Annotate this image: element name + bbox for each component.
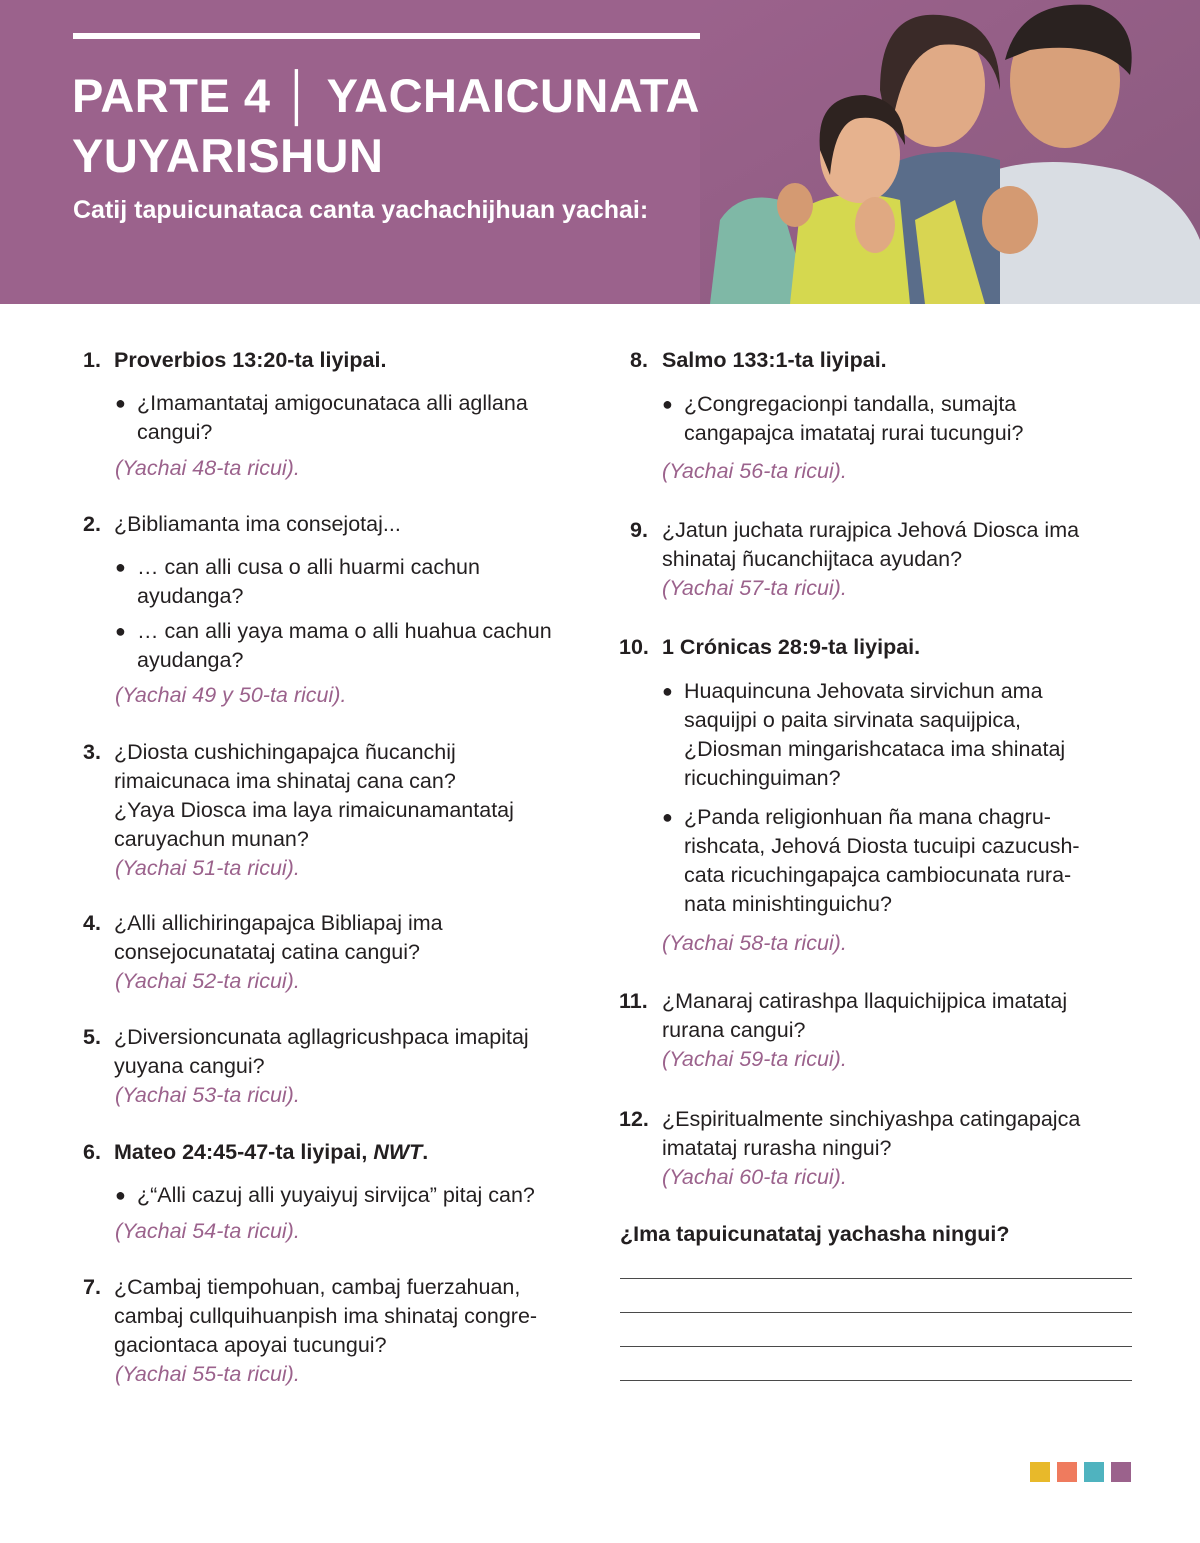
question-number: 8.	[630, 348, 648, 372]
question-text: ¿Diversioncunata agllagricushpaca imapitaj	[114, 1025, 529, 1049]
bullet-dot: ●	[115, 1185, 126, 1205]
answer-line[interactable]	[620, 1312, 1132, 1313]
lesson-reference: (Yachai 57-ta ricui).	[662, 576, 847, 600]
closing-question: ¿Ima tapuicunatataj yachasha ningui?	[620, 1222, 1010, 1246]
title-line-1: PARTE 4 │ YACHAICUNATA	[72, 69, 700, 122]
bullet-text: rishcata, Jehová Diosta tucuipi cazucush-	[684, 834, 1080, 858]
bullet-dot: ●	[662, 394, 673, 414]
question-text: 1 Crónicas 28:9-ta liyipai.	[662, 635, 921, 659]
question-number: 5.	[83, 1025, 101, 1049]
bullet-text: cangui?	[137, 420, 213, 444]
question-text: ¿Diosta cushichingapajca ñucanchij	[114, 740, 456, 764]
answer-line[interactable]	[620, 1380, 1132, 1381]
question-number: 3.	[83, 740, 101, 764]
header-banner	[0, 0, 1200, 304]
bullet-text: ayudanga?	[137, 584, 244, 608]
header-rule	[73, 33, 704, 39]
question-number: 4.	[83, 911, 101, 935]
question-text: ¿Manaraj catirashpa llaquichijpica imatataj	[662, 989, 1068, 1013]
bullet-text: cangapajca imatataj rurai tucungui?	[684, 421, 1024, 445]
question-text: ¿Bibliamanta ima consejotaj...	[114, 512, 401, 536]
swatch-coral	[1057, 1462, 1077, 1482]
title-line-2: YUYARISHUN	[72, 129, 384, 182]
bullet-dot: ●	[662, 807, 673, 827]
bullet-text: ayudanga?	[137, 648, 244, 672]
lesson-reference: (Yachai 51-ta ricui).	[115, 856, 300, 880]
lesson-reference: (Yachai 58-ta ricui).	[662, 931, 847, 955]
question-text: ¿Jatun juchata rurajpica Jehová Diosca ima	[662, 518, 1080, 542]
bullet-text: ricuchinguiman?	[684, 766, 841, 790]
question-text: Mateo 24:45-47-ta liyipai, NWT.	[114, 1140, 429, 1164]
bullet-text: … can alli yaya mama o alli huahua cachun	[137, 619, 552, 643]
question-text: Proverbios 13:20-ta liyipai.	[114, 348, 387, 372]
bullet-dot: ●	[115, 557, 126, 577]
lesson-reference: (Yachai 53-ta ricui).	[115, 1083, 300, 1107]
swatch-teal	[1084, 1462, 1104, 1482]
bullet-text: ¿Imamantataj amigocunataca alli agllana	[137, 391, 528, 415]
question-number: 7.	[83, 1275, 101, 1299]
swatch-yellow	[1030, 1462, 1050, 1482]
question-number: 12.	[619, 1107, 649, 1131]
color-swatches	[1030, 1462, 1131, 1482]
lesson-reference: (Yachai 54-ta ricui).	[115, 1219, 300, 1243]
question-text: caruyachun munan?	[114, 827, 309, 851]
bullet-text: … can alli cusa o alli huarmi cachun	[137, 555, 480, 579]
bullet-text: ¿“Alli cazuj alli yuyaiyuj sirvijca” pitaj can?	[137, 1183, 535, 1207]
question-number: 1.	[83, 348, 101, 372]
bullet-text: saquijpi o paita sirvinata saquijpica,	[684, 708, 1022, 732]
question-text: ¿Cambaj tiempohuan, cambaj fuerzahuan,	[114, 1275, 521, 1299]
answer-line[interactable]	[620, 1346, 1132, 1347]
lesson-reference: (Yachai 56-ta ricui).	[662, 459, 847, 483]
question-text: gaciontaca apoyai tucungui?	[114, 1333, 387, 1357]
family-praying-illustration	[700, 0, 1200, 304]
question-text: imatataj rurasha ningui?	[662, 1136, 892, 1160]
question-number: 10.	[619, 635, 649, 659]
bullet-text: cata ricuchingapajca cambiocunata rura-	[684, 863, 1072, 887]
answer-line[interactable]	[620, 1278, 1132, 1279]
bullet-text: ¿Congregacionpi tandalla, sumajta	[684, 392, 1017, 416]
bullet-dot: ●	[115, 393, 126, 413]
question-text: shinataj ñucanchijtaca ayudan?	[662, 547, 963, 571]
lesson-reference: (Yachai 49 y 50-ta ricui).	[115, 683, 347, 707]
bullet-dot: ●	[115, 621, 126, 641]
lesson-reference: (Yachai 52-ta ricui).	[115, 969, 300, 993]
page-subtitle: Catij tapuicunataca canta yachachijhuan yachai:	[73, 196, 649, 224]
lesson-reference: (Yachai 60-ta ricui).	[662, 1165, 847, 1189]
page-title	[72, 66, 732, 186]
question-text: ¿Yaya Diosca ima laya rimaicunamantataj	[114, 798, 514, 822]
bullet-text: nata minishtinguichu?	[684, 892, 892, 916]
question-text: ¿Alli allichiringapajca Bibliapaj ima	[114, 911, 443, 935]
lesson-reference: (Yachai 59-ta ricui).	[662, 1047, 847, 1071]
question-text: ¿Espiritualmente sinchiyashpa catingapajca	[662, 1107, 1081, 1131]
question-number: 9.	[630, 518, 648, 542]
bullet-text: ¿Panda religionhuan ña mana chagru-	[684, 805, 1051, 829]
question-text: cambaj cullquihuanpish ima shinataj congre-	[114, 1304, 538, 1328]
question-number: 6.	[83, 1140, 101, 1164]
question-number: 2.	[83, 512, 101, 536]
question-text: Salmo 133:1-ta liyipai.	[662, 348, 887, 372]
question-text: yuyana cangui?	[114, 1054, 265, 1078]
lesson-reference: (Yachai 55-ta ricui).	[115, 1362, 300, 1386]
bullet-text: ¿Diosman mingarishcataca ima shinataj	[684, 737, 1066, 761]
lesson-reference: (Yachai 48-ta ricui).	[115, 456, 300, 480]
bullet-dot: ●	[662, 681, 673, 701]
question-text: rurana cangui?	[662, 1018, 806, 1042]
bullet-text: Huaquincuna Jehovata sirvichun ama	[684, 679, 1043, 703]
question-text: consejocunatataj catina cangui?	[114, 940, 420, 964]
question-text: rimaicunaca ima shinataj cana can?	[114, 769, 456, 793]
question-number: 11.	[619, 989, 648, 1013]
swatch-purple	[1111, 1462, 1131, 1482]
